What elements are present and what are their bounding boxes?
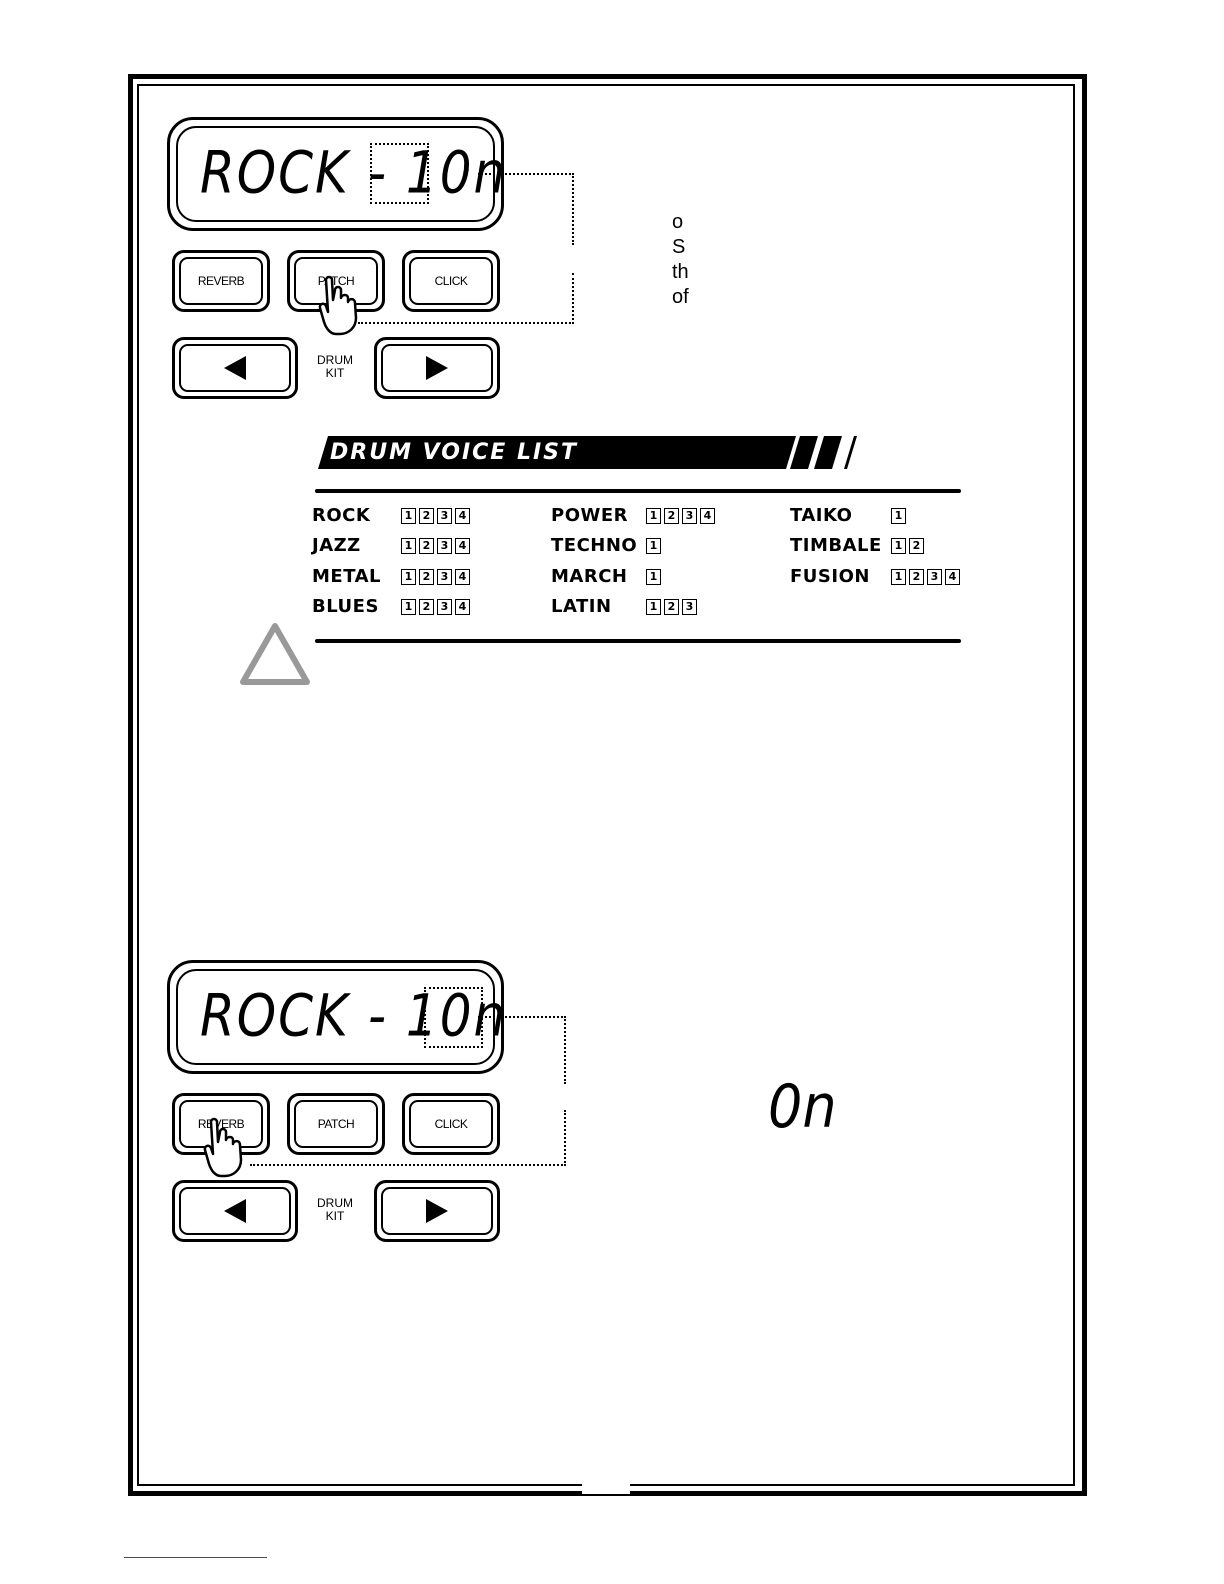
- callout-line: [478, 1016, 566, 1018]
- voice-number-box: 4: [455, 508, 470, 524]
- voice-number-box: 1: [891, 508, 906, 524]
- voice-number-box: 1: [891, 569, 906, 585]
- voice-number-box: 3: [437, 538, 452, 554]
- lcd-text-right: - 10n: [368, 982, 508, 1050]
- kit-prev-button[interactable]: [172, 337, 298, 399]
- voice-numbers: [646, 599, 697, 615]
- voice-numbers: [401, 538, 470, 554]
- pointing-hand-icon: [203, 1116, 255, 1178]
- voice-number-box: 1: [401, 508, 416, 524]
- voice-number-box: 2: [419, 569, 434, 585]
- voice-number-box: 1: [646, 508, 661, 524]
- callout-line: [478, 173, 574, 175]
- kit-prev-button[interactable]: [172, 1180, 298, 1242]
- voice-numbers: [891, 569, 960, 585]
- lcd-text-left: ROCK: [200, 982, 350, 1050]
- voice-kit-name: FUSION: [790, 566, 870, 587]
- voice-number-box: 1: [401, 599, 416, 615]
- voice-kit-name: MARCH: [551, 566, 628, 587]
- voice-number-box: 1: [401, 538, 416, 554]
- voice-numbers: [401, 599, 470, 615]
- voice-kit-name: TECHNO: [551, 535, 638, 556]
- lcd-text-left: ROCK: [200, 139, 350, 207]
- patch-button-label: PATCH: [294, 1100, 378, 1148]
- warning-icon: [238, 620, 312, 688]
- callout-line: [572, 173, 574, 245]
- voice-kit-name: BLUES: [312, 596, 379, 617]
- callout-line: [572, 273, 574, 324]
- voice-kit-name: TAIKO: [790, 505, 853, 526]
- frame-gap: [582, 1478, 630, 1494]
- voice-number-box: 1: [646, 569, 661, 585]
- patch-button-label: PATCH: [294, 257, 378, 305]
- voice-number-box: 3: [437, 508, 452, 524]
- voice-kit-name: METAL: [312, 566, 381, 587]
- voice-list-title: DRUM VOICE LIST: [330, 440, 579, 465]
- patch-button[interactable]: [287, 1093, 385, 1155]
- page-frame-inner: [137, 84, 1075, 1486]
- voice-numbers: [891, 538, 924, 554]
- voice-numbers: [646, 538, 661, 554]
- voice-kit-name: ROCK: [312, 505, 371, 526]
- arrow-right-icon: [426, 356, 448, 380]
- voice-number-box: 1: [646, 538, 661, 554]
- callout-line: [250, 1164, 566, 1166]
- segment-example: 0n: [768, 1072, 837, 1142]
- lcd-text-right: - 10n: [368, 139, 508, 207]
- callout-line: [564, 1110, 566, 1166]
- voice-number-box: 2: [909, 538, 924, 554]
- callout-line: [564, 1016, 566, 1084]
- kit-next-button[interactable]: [374, 1180, 500, 1242]
- divider-top: [315, 489, 961, 493]
- voice-numbers: [401, 508, 470, 524]
- voice-number-box: 4: [700, 508, 715, 524]
- divider-bottom: [315, 639, 961, 643]
- voice-numbers: [401, 569, 470, 585]
- drum-kit-label: DRUM KIT: [317, 353, 353, 380]
- voice-number-box: 2: [419, 538, 434, 554]
- voice-number-box: 4: [945, 569, 960, 585]
- reverb-button[interactable]: [172, 250, 270, 312]
- arrow-left-icon: [224, 1199, 246, 1223]
- voice-number-box: 4: [455, 538, 470, 554]
- highlight-box: [370, 143, 429, 204]
- highlight-box: [424, 987, 483, 1048]
- pointing-hand-icon: [318, 274, 370, 336]
- voice-number-box: 2: [419, 599, 434, 615]
- voice-numbers: [891, 508, 906, 524]
- click-button-label: CLICK: [409, 1100, 493, 1148]
- voice-numbers: [646, 569, 661, 585]
- reverb-button-label: REVERB: [179, 257, 263, 305]
- voice-kit-name: POWER: [551, 505, 629, 526]
- arrow-right-icon: [426, 1199, 448, 1223]
- voice-kit-name: LATIN: [551, 596, 612, 617]
- voice-numbers: [646, 508, 715, 524]
- side-text: o S th of: [672, 211, 689, 308]
- reverb-button-label: REVERB: [179, 1100, 263, 1148]
- voice-number-box: 2: [909, 569, 924, 585]
- voice-number-box: 3: [437, 569, 452, 585]
- arrow-left-icon: [224, 356, 246, 380]
- kit-next-button[interactable]: [374, 337, 500, 399]
- voice-kit-name: TIMBALE: [790, 535, 882, 556]
- voice-kit-name: JAZZ: [312, 535, 361, 556]
- click-button-label: CLICK: [409, 257, 493, 305]
- voice-number-box: 2: [664, 508, 679, 524]
- voice-number-box: 2: [419, 508, 434, 524]
- voice-number-box: 1: [891, 538, 906, 554]
- click-button[interactable]: [402, 1093, 500, 1155]
- voice-number-box: 3: [927, 569, 942, 585]
- voice-number-box: 1: [401, 569, 416, 585]
- voice-number-box: 4: [455, 569, 470, 585]
- voice-number-box: 3: [437, 599, 452, 615]
- click-button[interactable]: [402, 250, 500, 312]
- voice-number-box: 2: [664, 599, 679, 615]
- lcd-display-top: [167, 117, 508, 231]
- footer-line: [124, 1557, 267, 1558]
- callout-line: [358, 322, 574, 324]
- voice-number-box: 3: [682, 599, 697, 615]
- voice-number-box: 4: [455, 599, 470, 615]
- voice-number-box: 3: [682, 508, 697, 524]
- drum-kit-label: DRUM KIT: [317, 1196, 353, 1223]
- voice-number-box: 1: [646, 599, 661, 615]
